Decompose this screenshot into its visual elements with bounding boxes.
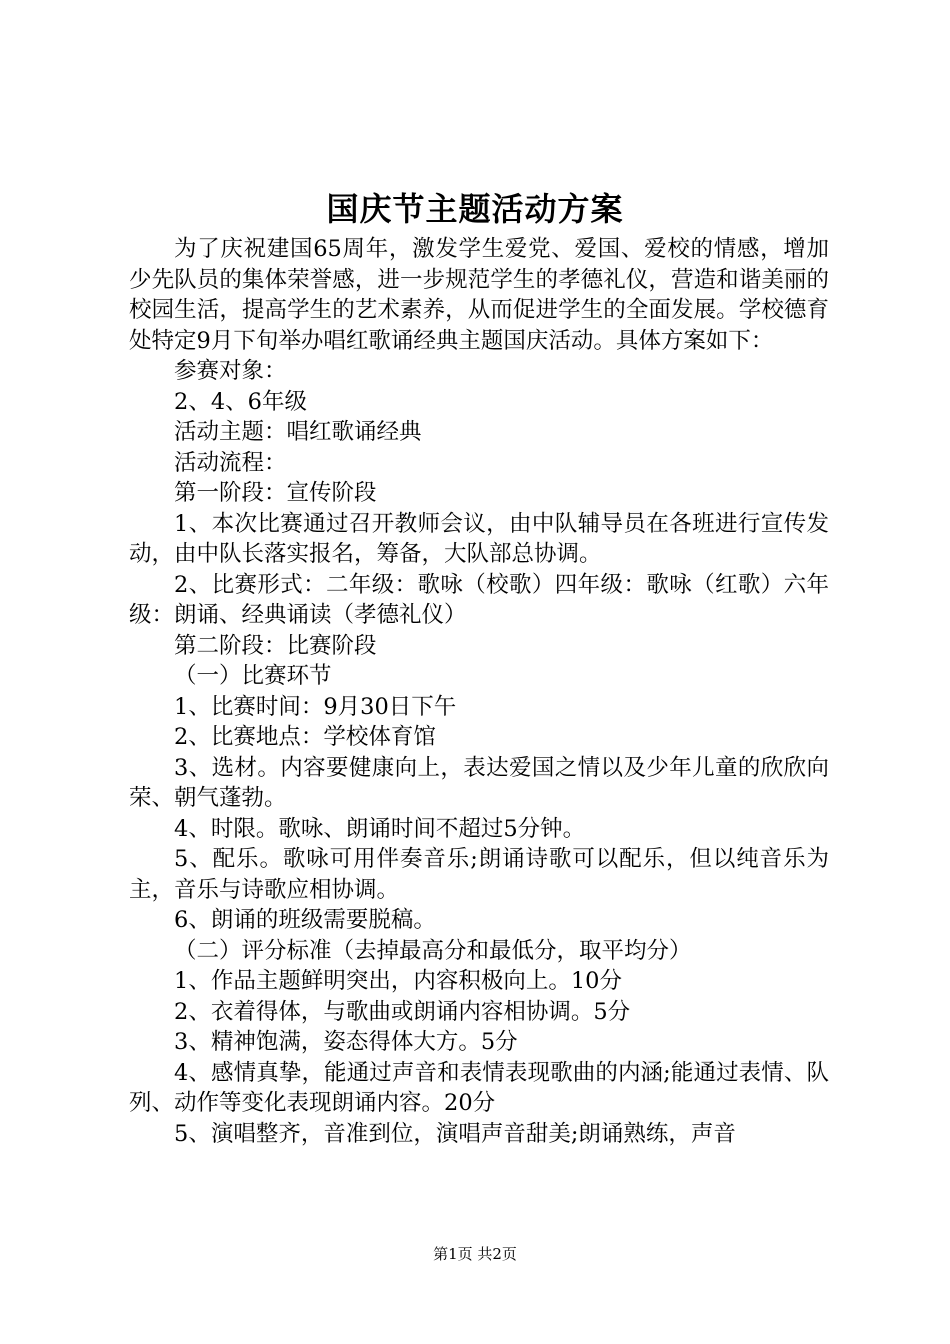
paragraph-score-4: 4、感情真挚，能通过声音和表情表现歌曲的内涵;能通过表情、队列、动作等变化表现朗诵内容。20分 (129, 1059, 829, 1116)
paragraph-theme: 活动主题：唱红歌诵经典 (174, 419, 422, 445)
paragraph-stage-one-item-1: 1、本次比赛通过召开教师会议，由中队辅导员在各班进行宣传发动，由中队长落实报名，筹备，大队部总协调。 (129, 510, 829, 567)
document-body (129, 234, 829, 1149)
paragraph-stage-one: 第一阶段：宣传阶段 (174, 480, 377, 506)
paragraph-music: 5、配乐。歌咏可用伴奏音乐;朗诵诗歌可以配乐，但以纯音乐为主，音乐与诗歌应相协调。 (129, 846, 829, 903)
paragraph-process-label: 活动流程： (174, 449, 287, 476)
paragraph-participants-label: 参赛对象： (174, 358, 287, 384)
page-number: 第1页 共2页 (433, 1245, 517, 1263)
paragraph-time-limit: 4、时限。歌咏、朗诵时间不超过5分钟。 (174, 815, 586, 842)
paragraph-grades: 2、4、6年级 (174, 388, 307, 415)
paragraph-score-5: 5、演唱整齐，音准到位，演唱声音甜美;朗诵熟练，声音 (174, 1120, 736, 1147)
paragraph-competition-time: 1、比赛时间：9月30日下午 (174, 693, 457, 720)
paragraph-section-scoring: （二）评分标准（去掉最高分和最低分，取平均分） (174, 937, 692, 964)
paragraph-stage-two: 第二阶段：比赛阶段 (174, 632, 377, 659)
paragraph-competition-place: 2、比赛地点：学校体育馆 (174, 724, 436, 750)
paragraph-intro: 为了庆祝建国65周年，激发学生爱党、爱国、爱校的情感，增加少先队员的集体荣誉感，进一步规范学生的孝德礼仪，营造和谐美丽的校园生活，提高学生的艺术素养，从而促进学生的全面发展。学校德育处特定9月下旬举办唱红歌诵经典主题国庆活动。具体方案如下： (129, 236, 829, 354)
paragraph-material: 3、选材。内容要健康向上，表达爱国之情以及少年儿童的欣欣向荣、朝气蓬勃。 (129, 754, 829, 811)
paragraph-section-competition: （一）比赛环节 (174, 663, 332, 689)
paragraph-score-1: 1、作品主题鲜明突出，内容积极向上。10分 (174, 968, 622, 994)
paragraph-recitation: 6、朗诵的班级需要脱稿。 (174, 907, 436, 933)
paragraph-stage-one-item-2: 2、比赛形式：二年级：歌咏（校歌）四年级：歌咏（红歌）六年级：朗诵、经典诵读（孝德礼仪） (129, 571, 829, 628)
paragraph-score-3: 3、精神饱满，姿态得体大方。5分 (174, 1029, 518, 1055)
document-title: 国庆节主题活动方案 (326, 190, 624, 228)
paragraph-score-2: 2、衣着得体，与歌曲或朗诵内容相协调。5分 (174, 998, 631, 1025)
